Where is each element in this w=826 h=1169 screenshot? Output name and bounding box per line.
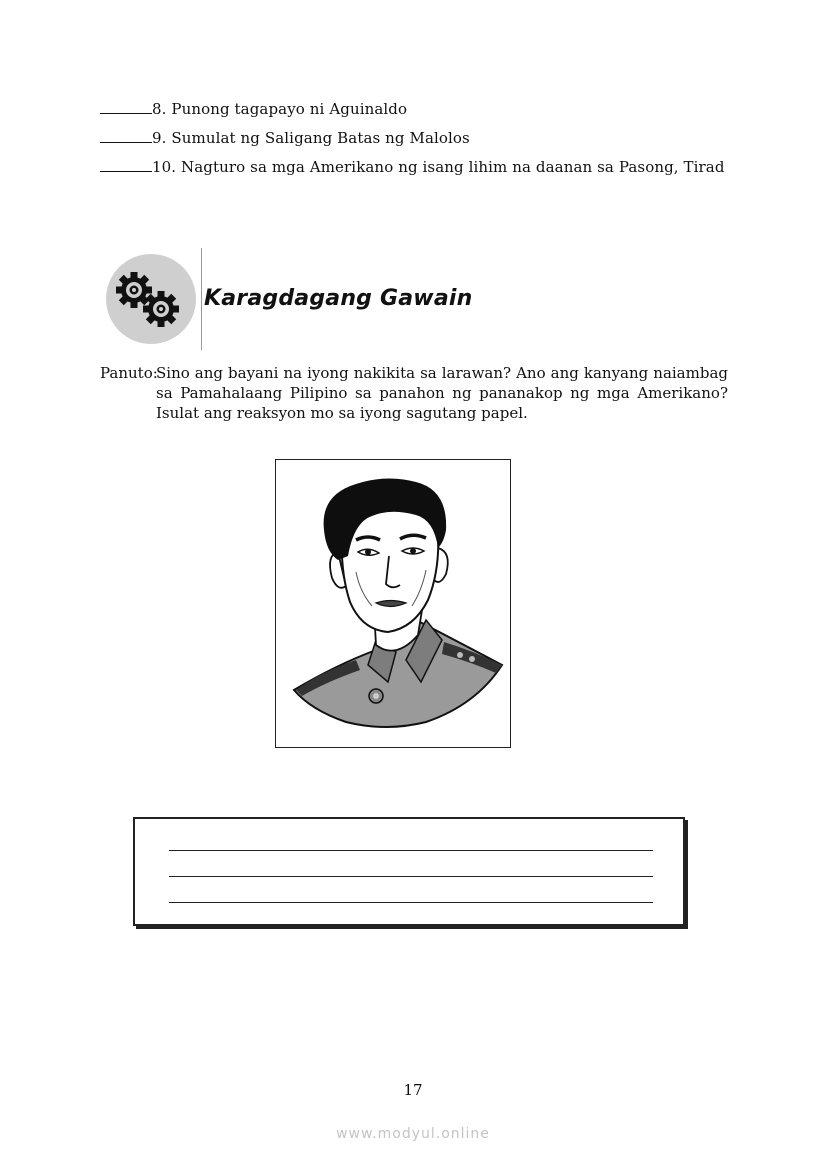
watermark: www.modyul.online	[336, 1126, 490, 1142]
question-item-9	[100, 128, 470, 148]
answer-blank[interactable]	[100, 99, 152, 114]
question-item-10	[100, 157, 725, 177]
portrait-frame	[275, 459, 511, 748]
gears-icon	[106, 254, 196, 344]
instructions-line-3: Isulat ang reaksyon mo sa iyong sagutang papel.	[156, 404, 528, 422]
answer-line[interactable]	[169, 850, 653, 851]
section-header	[100, 248, 520, 350]
answer-line[interactable]	[169, 876, 653, 877]
instructions-line-2: sa Pamahalaang Pilipino sa panahon ng pananakop ng mga Amerikano?	[156, 384, 728, 402]
question-item-8	[100, 99, 407, 119]
answer-box[interactable]	[133, 817, 685, 926]
question-text: 10. Nagturo sa mga Amerikano ng isang lihim na daanan sa Pasong, Tirad	[152, 158, 725, 176]
page-number: 17	[403, 1081, 423, 1099]
portrait-illustration	[276, 460, 510, 747]
instructions-label: Panuto:	[100, 364, 158, 382]
answer-blank[interactable]	[100, 128, 152, 143]
question-text: 9. Sumulat ng Saligang Batas ng Malolos	[152, 129, 470, 147]
section-title: Karagdagang Gawain	[204, 286, 473, 311]
instructions-line-1: Sino ang bayani na iyong nakikita sa larawan? Ano ang kanyang naiambag	[156, 364, 728, 382]
header-divider	[201, 248, 202, 350]
answer-blank[interactable]	[100, 157, 152, 172]
question-text: 8. Punong tagapayo ni Aguinaldo	[152, 100, 408, 118]
answer-line[interactable]	[169, 902, 653, 903]
